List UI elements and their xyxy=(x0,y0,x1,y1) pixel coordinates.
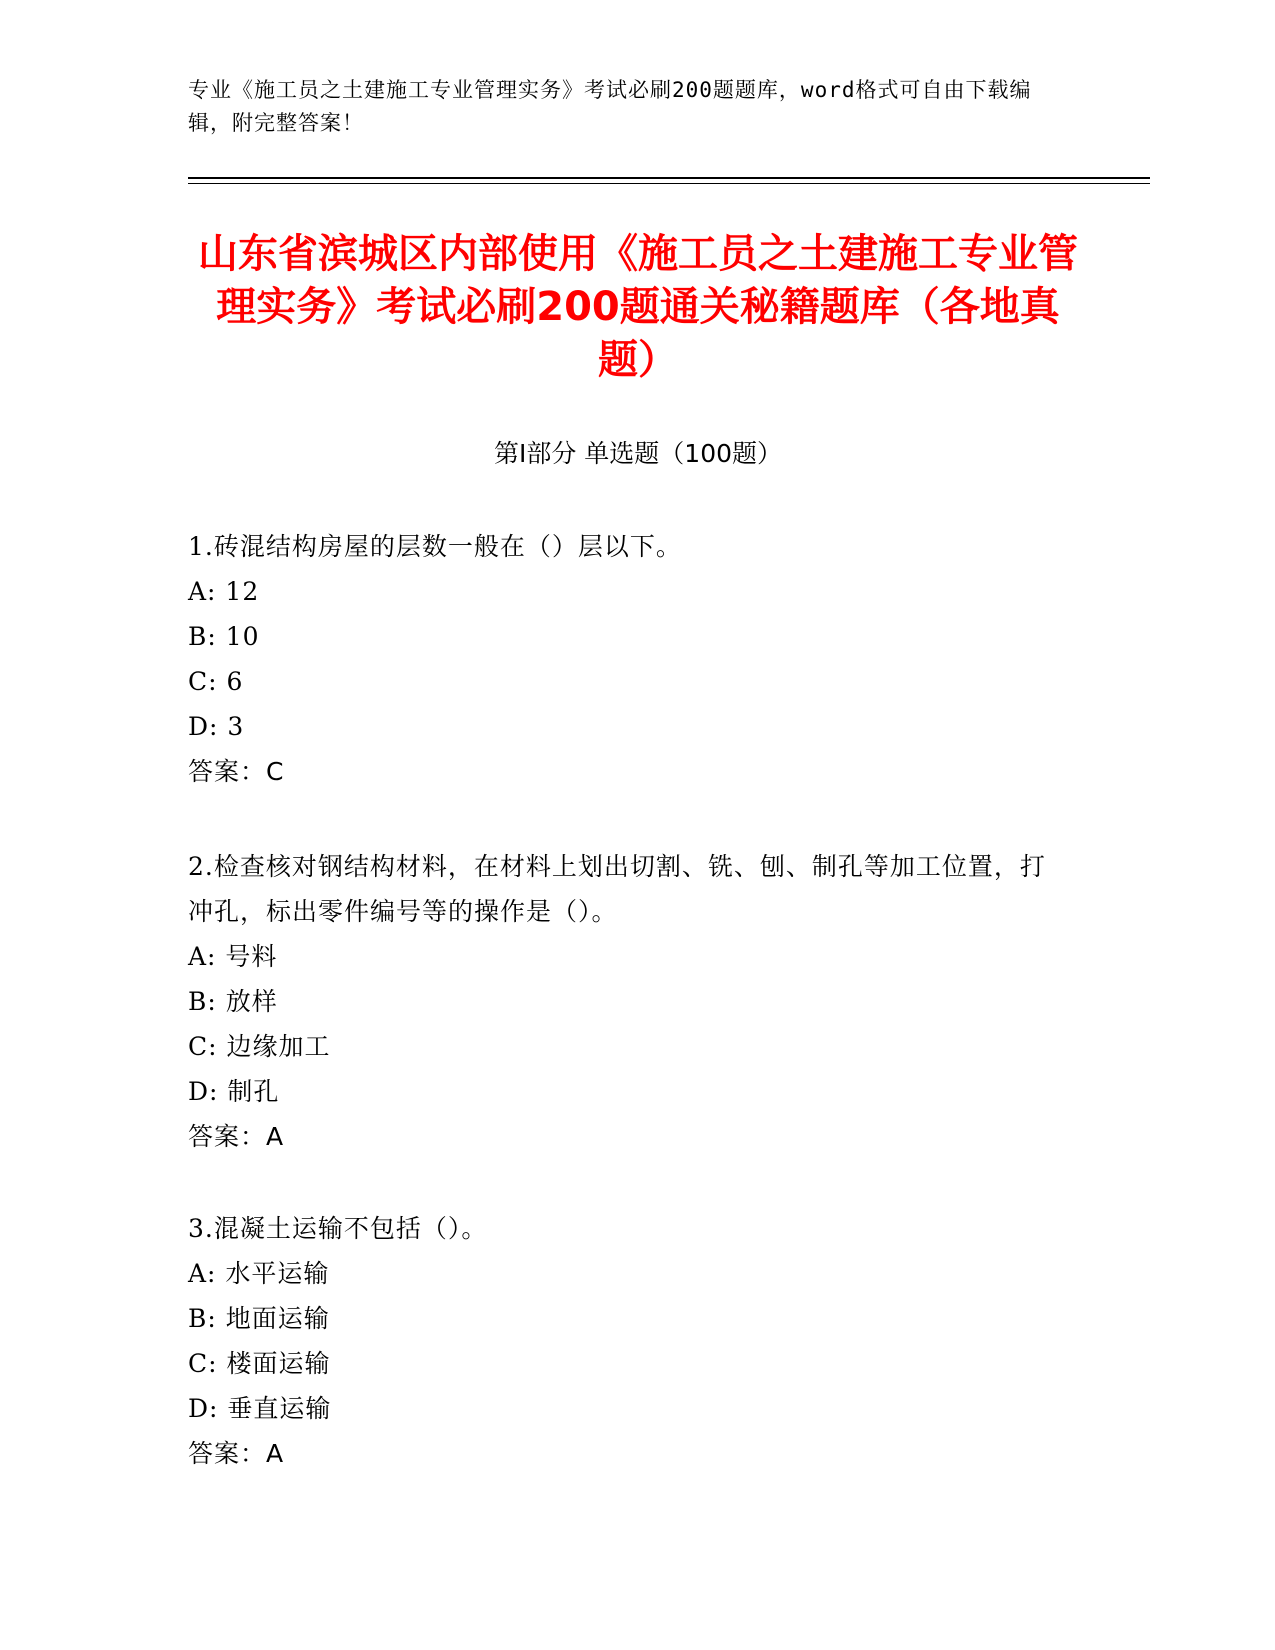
header-divider-thin xyxy=(188,183,1150,184)
option-b: B: 放样 xyxy=(188,987,278,1016)
question-stem: 3.混凝土运输不包括（）。 xyxy=(188,1214,488,1243)
option-b: B: 10 xyxy=(188,622,260,651)
option-c: C: 6 xyxy=(188,667,244,696)
header-note: 专业《施工员之土建施工专业管理实务》考试必刷200题题库，word格式可自由下载编辑，附完整答案！ xyxy=(188,78,1032,135)
option-c: C: 楼面运输 xyxy=(188,1349,331,1378)
option-a: A: 水平运输 xyxy=(188,1259,330,1288)
question-block xyxy=(188,524,1068,794)
answer-line: 答案：A xyxy=(188,1439,285,1468)
answer-line: 答案：A xyxy=(188,1122,285,1151)
question-stem: 2.检查核对钢结构材料，在材料上划出切割、铣、刨、制孔等加工位置，打冲孔，标出零件编号等的操作是（）。 xyxy=(188,852,1046,926)
option-a: A: 12 xyxy=(188,577,260,606)
option-a: A: 号料 xyxy=(188,942,278,971)
option-d: D: 3 xyxy=(188,712,245,741)
option-d: D: 垂直运输 xyxy=(188,1394,332,1423)
question-block xyxy=(188,1206,1068,1476)
section-title: 第Ⅰ部分 单选题（100题） xyxy=(493,439,783,468)
option-d: D: 制孔 xyxy=(188,1077,280,1106)
header-divider-thick xyxy=(188,177,1150,179)
question-block xyxy=(188,844,1068,1159)
question-stem: 1.砖混结构房屋的层数一般在（）层以下。 xyxy=(188,532,682,561)
option-c: C: 边缘加工 xyxy=(188,1032,331,1061)
answer-line: 答案：C xyxy=(188,757,285,786)
option-b: B: 地面运输 xyxy=(188,1304,330,1333)
document-title: 山东省滨城区内部使用《施工员之土建施工专业管理实务》考试必刷200题通关秘籍题库（各地真题） xyxy=(198,231,1078,383)
